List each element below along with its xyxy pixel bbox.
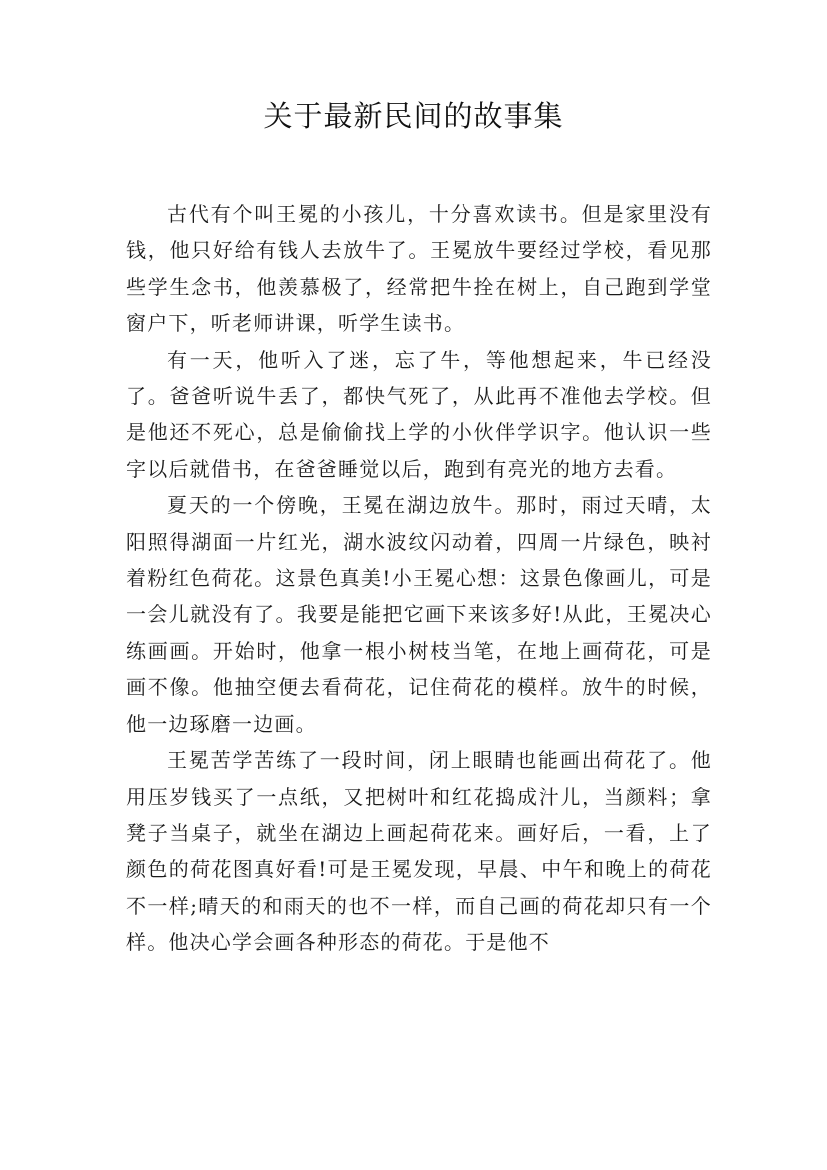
paragraph: 夏天的一个傍晚，王冕在湖边放牛。那时，雨过天晴，太阳照得湖面一片红光，湖水波纹闪动着，四周一片绿色，映衬着粉红色荷花。这景色真美!小王冕心想：这景色像画儿，可是一会儿就没有了。我要是能把它画下来该多好!从此，王冕决心练画画。开始时，他拿一根小树枝当笔，在地上画荷花，可是画不像。他抽空便去看荷花，记住荷花的模样。放牛的时候，他一边琢磨一边画。 (126, 493, 712, 736)
paragraph: 王冕苦学苦练了一段时间，闭上眼睛也能画出荷花了。他用压岁钱买了一点纸，又把树叶和红花捣成汁儿，当颜料；拿凳子当桌子，就坐在湖边上画起荷花来。画好后，一看，上了颜色的荷花图真好看!可是王冕发现，早晨、中午和晚上的荷花不一样;晴天的和雨天的也不一样，而自己画的荷花却只有一个样。他决心学会画各种形态的荷花。于是他不 (126, 748, 712, 955)
paragraph: 有一天，他听入了迷，忘了牛，等他想起来，牛已经没了。爸爸听说牛丢了，都快气死了，从此再不准他去学校。但是他还不死心，总是偷偷找上学的小伙伴学识字。他认识一些字以后就借书，在爸爸睡觉以后，跑到有亮光的地方去看。 (126, 347, 712, 481)
document-body (126, 196, 712, 961)
paragraph: 古代有个叫王冕的小孩儿，十分喜欢读书。但是家里没有钱，他只好给有钱人去放牛了。王冕放牛要经过学校，看见那些学生念书，他羡慕极了，经常把牛拴在树上，自己跑到学堂窗户下，听老师讲课，听学生读书。 (126, 202, 712, 336)
document-title: 关于最新民间的故事集 (263, 99, 564, 133)
